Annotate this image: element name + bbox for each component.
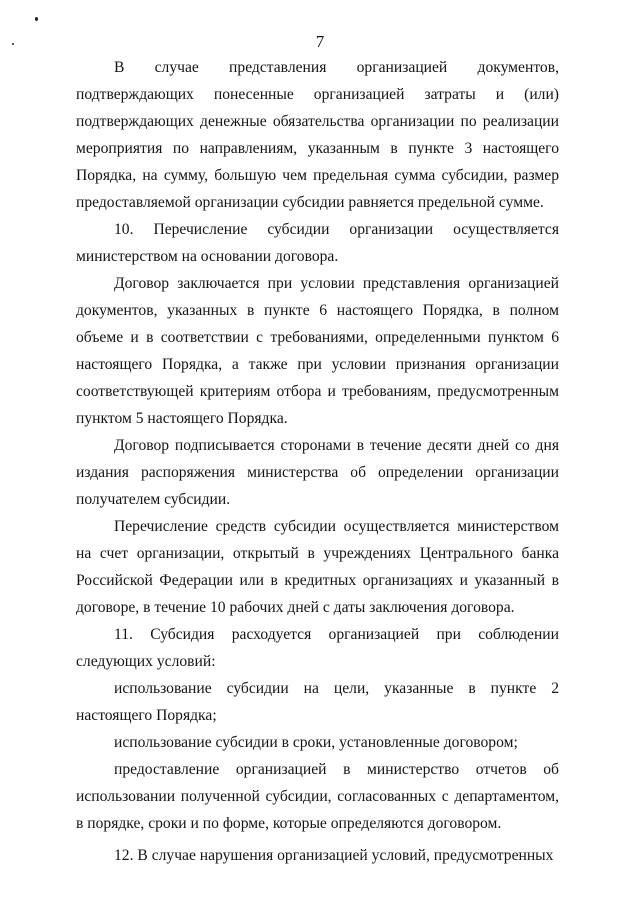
paragraph-contract-signing: Договор подписывается сторонами в течение десяти дней со дня издания распоряжения министерства об определении организации получателем субсидии. (76, 437, 559, 508)
paragraph-contract-conditions: Договор заключается при условии представления организацией документов, указанных в пункте 6 настоящего Порядка, в полном объеме и в соответствии с требованиями, определенными пунктом 6 настоящего Порядка, а также при условии признания организации соответствующей критериям отбора и требованиям, предусмотренным пунктом 5 настоящего Порядка. (76, 275, 559, 427)
paragraph-item-11: 11. Субсидия расходуется организацией при соблюдении следующих условий: (76, 626, 559, 670)
paragraph-subsidy-limit: В случае представления организацией документов, подтверждающих понесенные организацией затраты и (или) подтверждающих денежные обязательства организации по реализации мероприятия по направлениям, указанным в пункте 3 настоящего Порядка, на сумму, большую чем предельная сумма субсидии, размер предоставляемой организации субсидии равняется предельной сумме. (76, 59, 559, 211)
document-body (76, 54, 559, 869)
paragraph-condition-reports: предоставление организацией в министерство отчетов об использовании полученной субсидии, согласованных с департаментом, в порядке, сроки и по форме, которые определяются договором. (76, 761, 559, 832)
paragraph-item-10: 10. Перечисление субсидии организации осуществляется министерством на основании договора. (76, 221, 559, 265)
paragraph-item-12: 12. В случае нарушения организацией условий, предусмотренных (114, 847, 554, 864)
paragraph-funds-transfer: Перечисление средств субсидии осуществляется министерством на счет организации, открытый в учреждениях Центрального банка Российской Федерации или в кредитных организациях и указанный в договоре, в течение 10 рабочих дней с даты заключения договора. (76, 518, 559, 616)
page-number: 7 (315, 32, 325, 51)
paragraph-condition-terms: использование субсидии в сроки, установленные договором; (114, 734, 518, 751)
scan-speck (35, 17, 38, 21)
paragraph-condition-purpose: использование субсидии на цели, указанные в пункте 2 настоящего Порядка; (76, 680, 559, 724)
